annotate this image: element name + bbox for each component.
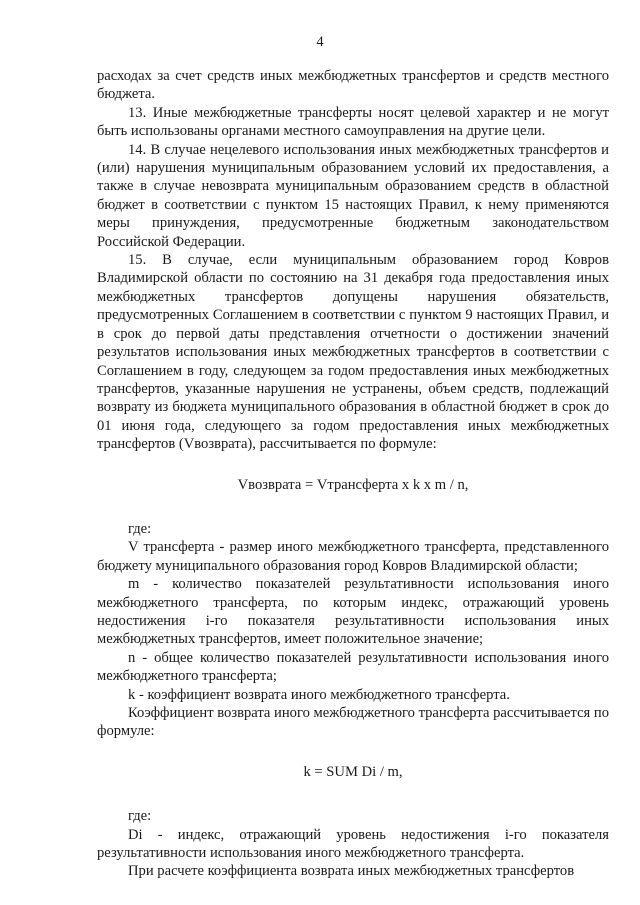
page-number: 4 [316, 34, 324, 50]
definition-k: k - коэффициент возврата иного межбюджетного трансферта. [128, 686, 510, 703]
paragraph-last: При расчете коэффициента возврата иных межбюджетных трансфертов [128, 863, 575, 880]
definition-m: m - количество показателей результативности использования иного межбюджетного трансферта, по которым индекс, отражающий уровень недостижения i-го показателя результативности использования иных межбюджетных трансфертов, имеет положительное значение; [97, 576, 609, 648]
definition-n: n - общее количество показателей результативности использования иного межбюджетного трансферта; [97, 649, 609, 685]
paragraph-15: 15. В случае, если муниципальным образованием город Ковров Владимирской области по состоянию на 31 декабря года предоставления иных межбюджетных трансфертов допущены нарушения обязательств, предусмотренных Соглашением в соответствии с пунктом 9 настоящих Правил, и в срок до первой даты представления отчетности о достижении значений результатов использования иных межбюджетных трансфертов в соответствии с Соглашением в году, следующем за годом предоставления иных межбюджетных трансфертов, указанные нарушения не устранены, объем средств, подлежащий возврату из бюджета муниципального образования в областной бюджет в срок до 01 июня года, следующего за годом предоставления иных межбюджетных трансфертов (Vвозврата), рассчитывается по формуле: [97, 252, 609, 453]
where-label-1: где: [128, 520, 152, 537]
paragraph-13: 13. Иные межбюджетные трансферты носят целевой характер и не могут быть использованы органами местного самоуправления на другие цели. [97, 104, 609, 140]
formula-v-return: Vвозврата = Vтрансферта x k x m / n, [237, 476, 469, 493]
paragraph-continuation: расходах за счет средств иных межбюджетных трансфертов и средств местного бюджета. [97, 68, 609, 103]
definition-di: Di - индекс, отражающий уровень недостижения i-го показателя результативности использования иного межбюджетного трансферта. [97, 826, 609, 862]
formula-k: k = SUM Di / m, [303, 763, 403, 780]
document-body [97, 67, 609, 881]
paragraph-14: 14. В случае нецелевого использования иных межбюджетных трансфертов и (или) нарушения муниципальным образованием условий их предоставления, а также в случае невозврата муниципальным образованием средств в областной бюджет в соответствии с пунктом 15 настоящих Правил, к нему применяются меры принуждения, предусмотренные бюджетным законодательством Российской Федерации. [97, 141, 609, 250]
where-label-2: где: [128, 808, 152, 825]
definition-v-transfer: V трансферта - размер иного межбюджетного трансферта, представленного бюджету муниципального образования город Ковров Владимирской области; [97, 539, 609, 574]
paragraph-coefficient: Коэффициент возврата иного межбюджетного трансферта рассчитывается по формуле: [97, 705, 610, 740]
